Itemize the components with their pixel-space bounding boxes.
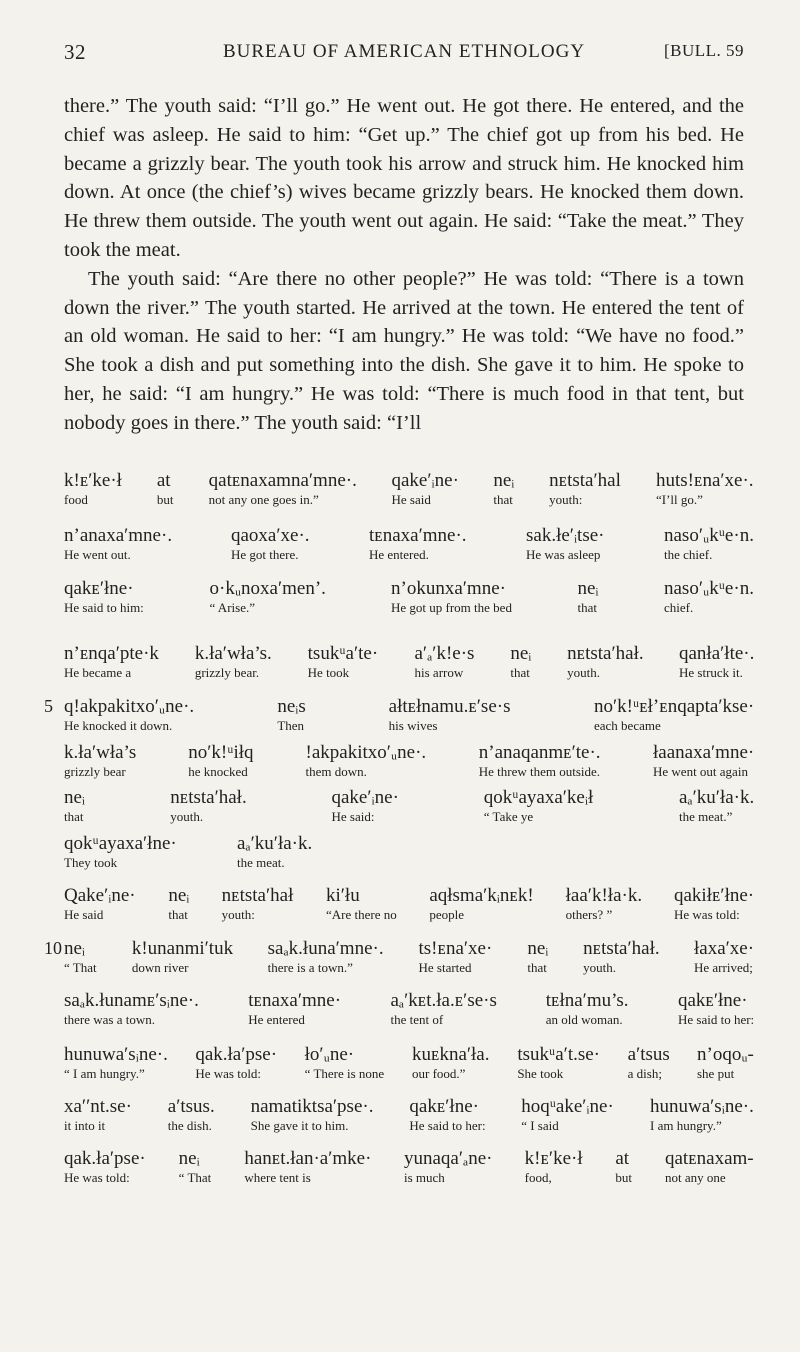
native-word: a′tsus	[627, 1044, 670, 1065]
native-word: n’anaqanmᴇ′te·.	[478, 742, 601, 763]
word-gloss	[64, 525, 172, 562]
word-gloss	[179, 1148, 212, 1185]
native-word: hunuwa′sᵢne·.	[64, 1044, 168, 1065]
english-gloss: He said:	[331, 809, 375, 824]
english-gloss: the tent of	[390, 1012, 444, 1027]
word-gloss	[195, 643, 272, 680]
word-gloss	[391, 990, 497, 1027]
native-word: saₐk.łunamᴇ′sᵢne·.	[64, 990, 199, 1011]
english-gloss: the chief.	[664, 547, 713, 562]
english-gloss: He was told:	[195, 1066, 262, 1081]
word-gloss	[392, 470, 459, 507]
running-header	[64, 40, 744, 70]
native-word: qanła′łte·.	[679, 643, 755, 664]
english-gloss: “ That	[64, 960, 97, 975]
interlinear-line	[64, 696, 754, 740]
english-gloss: He threw them outside.	[478, 764, 601, 779]
word-gloss	[697, 1044, 754, 1081]
english-gloss: He entered.	[369, 547, 429, 562]
word-gloss	[64, 885, 136, 922]
word-gloss	[694, 938, 754, 975]
word-gloss	[64, 643, 159, 680]
native-word: neᵢ	[527, 938, 549, 959]
native-word: hanᴇt.łan·a′mke·	[244, 1148, 372, 1169]
english-gloss: he knocked	[188, 764, 248, 779]
english-gloss: that	[577, 600, 597, 615]
english-gloss: an old woman.	[545, 1012, 623, 1027]
english-gloss: where tent is	[244, 1170, 311, 1185]
english-gloss: our food.”	[412, 1066, 466, 1081]
english-gloss: He got there.	[231, 547, 299, 562]
native-word: ło′ᵤne·	[304, 1044, 355, 1065]
word-gloss	[510, 643, 531, 680]
word-gloss	[209, 470, 357, 507]
english-gloss: youth:	[549, 492, 583, 507]
native-word: neᵢ	[64, 787, 86, 808]
english-gloss: I am hungry.”	[650, 1118, 722, 1133]
word-gloss	[429, 885, 533, 922]
native-word: neᵢ	[493, 470, 515, 491]
interlinear-line	[64, 525, 754, 569]
interlinear-line	[64, 833, 754, 877]
word-gloss	[132, 938, 233, 975]
english-gloss: They took	[64, 855, 118, 870]
english-gloss: the dish.	[167, 1118, 212, 1133]
word-gloss	[664, 525, 754, 562]
native-word: sak.łe′ᵢtse·	[526, 525, 605, 546]
native-word: a′tsus.	[167, 1096, 215, 1117]
english-gloss: the meat.”	[679, 809, 733, 824]
native-word: at	[615, 1148, 630, 1169]
word-gloss	[210, 578, 326, 615]
english-gloss: She took	[517, 1066, 564, 1081]
word-gloss	[479, 742, 601, 779]
english-gloss: is much	[404, 1170, 445, 1185]
interlinear-line	[64, 938, 754, 982]
interlinear-line	[64, 742, 754, 786]
english-gloss: He took	[307, 665, 350, 680]
english-gloss: He said	[64, 907, 104, 922]
native-word: łaa′k!ła·k.	[565, 885, 643, 906]
word-gloss	[308, 643, 379, 680]
english-gloss: “ There is none	[304, 1066, 385, 1081]
english-gloss: his arrow	[414, 665, 464, 680]
native-word: aₐ′ku′ła·k.	[237, 833, 313, 854]
word-gloss	[64, 470, 122, 507]
word-gloss	[679, 643, 754, 680]
english-gloss: that	[64, 809, 84, 824]
native-word: neᵢ	[577, 578, 599, 599]
native-word: Qake′ᵢne·	[64, 885, 136, 906]
word-gloss	[665, 1148, 754, 1185]
native-word: q!akpakitxo′ᵤne·.	[64, 696, 195, 717]
english-gloss: youth:	[221, 907, 255, 922]
english-gloss: not any one goes in.”	[208, 492, 319, 507]
native-word: łaanaxa′mne·	[653, 742, 755, 763]
native-word: qatᴇnaxam-	[665, 1148, 754, 1169]
native-word: qakᴇ′łne·	[64, 578, 134, 599]
native-word: hoqᵘake′ᵢne·	[521, 1096, 614, 1117]
english-gloss: He struck it.	[679, 665, 743, 680]
english-gloss: people	[429, 907, 464, 922]
native-word: o·kᵤnoxa′men’.	[209, 578, 326, 599]
english-gloss: others? ”	[565, 907, 613, 922]
word-gloss	[64, 938, 97, 975]
word-gloss	[268, 938, 384, 975]
word-gloss	[415, 643, 475, 680]
word-gloss	[195, 1044, 277, 1081]
native-word: tᴇłna′mu’s.	[545, 990, 629, 1011]
native-word: qakiłᴇ′łne·	[674, 885, 755, 906]
native-word: tsukᵘa′te·	[307, 643, 379, 664]
native-word: a′ₐ′k!e·s	[414, 643, 475, 664]
english-gloss: but	[156, 492, 174, 507]
english-gloss: He said to him:	[64, 600, 144, 615]
native-word: aₐ′ku′ła·k.	[679, 787, 755, 808]
native-word: namatiktsa′pse·.	[250, 1096, 374, 1117]
word-gloss	[578, 578, 599, 615]
word-gloss	[409, 1096, 485, 1133]
native-word: qaoxa′xe·.	[231, 525, 310, 546]
word-gloss	[170, 787, 246, 824]
native-word: ts!ᴇna′xe·	[418, 938, 493, 959]
word-gloss	[493, 470, 514, 507]
english-gloss: He was told:	[64, 1170, 130, 1185]
native-word: yunaqa′ₐne·	[404, 1148, 493, 1169]
word-gloss	[679, 787, 754, 824]
bulletin-label: [BULL. 59	[663, 41, 744, 60]
native-word: tᴇnaxa′mne·.	[369, 525, 467, 546]
english-gloss: He said	[391, 492, 431, 507]
english-gloss: the meat.	[237, 855, 285, 870]
word-gloss	[64, 833, 177, 870]
english-gloss: He went out again	[653, 764, 748, 779]
english-gloss: She gave it to him.	[250, 1118, 349, 1133]
native-word: ki′łu	[326, 885, 360, 906]
word-gloss	[64, 787, 85, 824]
native-word: neᵢs	[277, 696, 306, 717]
native-word: k.ła′wła’s	[64, 742, 137, 763]
native-word: neᵢ	[178, 1148, 200, 1169]
native-word: qakᴇ′łne·	[678, 990, 748, 1011]
english-gloss: that	[493, 492, 513, 507]
interlinear-line	[64, 1044, 754, 1088]
native-word: qatᴇnaxamna′mne·.	[208, 470, 357, 491]
native-word: neᵢ	[64, 938, 86, 959]
prose-paragraph: there.” The youth said: “I’ll go.” He went out. He got there. He entered, and the chief was asleep. He said to him: “Get up.” The chief got up from his bed. He became a grizzly bear. The youth took his arrow and struck him. He knocked him down. At once (the chief’s) wives became grizzly bears. He knocked them down. He threw them outside. The youth went out again. He said: “Take the meat.” They took the meat.	[64, 95, 744, 261]
word-gloss	[306, 742, 427, 779]
word-gloss	[64, 1148, 146, 1185]
word-gloss	[277, 696, 305, 733]
english-gloss: “ I said	[521, 1118, 559, 1133]
native-word: k!ᴇ′ke·ł	[64, 470, 122, 491]
interlinear-line	[64, 1148, 754, 1192]
word-gloss	[527, 938, 548, 975]
english-gloss: “ I am hungry.”	[64, 1066, 145, 1081]
native-word: qokᵘayaxa′keᵢł	[483, 787, 594, 808]
native-word: qak.ła′pse·	[64, 1148, 146, 1169]
native-word: ałtᴇłnamu.ᴇ′se·s	[388, 696, 511, 717]
native-word: neᵢ	[168, 885, 190, 906]
word-gloss	[517, 1044, 600, 1081]
english-gloss: food	[64, 492, 88, 507]
word-gloss	[237, 833, 312, 870]
word-gloss	[64, 990, 199, 1027]
interlinear-line	[64, 643, 754, 687]
native-word: !akpakitxo′ᵤne·.	[305, 742, 427, 763]
english-gloss: each became	[594, 718, 661, 733]
native-word: kuᴇkna′ła.	[412, 1044, 490, 1065]
native-word: nᴇtsta′hał.	[170, 787, 247, 808]
interlinear-line	[64, 885, 754, 929]
native-word: n’oqoᵤ-	[697, 1044, 754, 1065]
word-gloss	[64, 696, 194, 733]
word-gloss	[332, 787, 399, 824]
word-gloss	[168, 885, 189, 922]
native-word: naso′ᵤkᵘe·n.	[664, 578, 754, 599]
english-gloss: that	[527, 960, 547, 975]
english-gloss: “ That	[178, 1170, 212, 1185]
word-gloss	[305, 1044, 385, 1081]
english-gloss: them down.	[305, 764, 367, 779]
interlinear-line	[64, 470, 754, 514]
word-gloss	[326, 885, 397, 922]
english-gloss: not any one	[665, 1170, 726, 1185]
word-gloss	[674, 885, 754, 922]
english-gloss: He went out.	[64, 547, 131, 562]
word-gloss	[549, 470, 621, 507]
word-gloss	[157, 470, 174, 507]
word-gloss	[567, 643, 643, 680]
native-word: nᴇtsta′hał.	[583, 938, 660, 959]
english-gloss: Then	[277, 718, 305, 733]
english-gloss: there was a town.	[64, 1012, 155, 1027]
native-word: no′k!ᵘᴇł’ᴇnqapta′kse·	[594, 696, 755, 717]
native-word: k.ła′wła’s.	[194, 643, 272, 664]
word-gloss	[404, 1148, 492, 1185]
native-word: nᴇtsta′hał.	[567, 643, 644, 664]
english-gloss: down river	[131, 960, 189, 975]
translation-prose	[64, 92, 744, 438]
native-word: aqłsma′kᵢnᴇk!	[429, 885, 534, 906]
page-number: 32	[64, 40, 86, 64]
english-gloss: He knocked it down.	[64, 718, 173, 733]
native-word: k!unanmi′tuk	[131, 938, 234, 959]
word-gloss	[64, 578, 144, 615]
native-word: saₐk.łuna′mne·.	[267, 938, 384, 959]
english-gloss: “I’ll go.”	[656, 492, 703, 507]
word-gloss	[64, 1096, 132, 1133]
word-gloss	[412, 1044, 490, 1081]
word-gloss	[678, 990, 754, 1027]
english-gloss: “Are there no	[326, 907, 397, 922]
english-gloss: He entered	[248, 1012, 305, 1027]
native-word: łaxa′xe·	[694, 938, 755, 959]
english-gloss: it into it	[64, 1118, 106, 1133]
word-gloss	[653, 742, 754, 779]
word-gloss	[656, 470, 754, 507]
english-gloss: He said to her:	[678, 1012, 755, 1027]
word-gloss	[546, 990, 629, 1027]
english-gloss: chief.	[664, 600, 694, 615]
running-head-title: BUREAU OF AMERICAN ETHNOLOGY	[222, 41, 586, 62]
english-gloss: there is a town.”	[267, 960, 353, 975]
word-gloss	[484, 787, 594, 824]
word-gloss	[389, 696, 511, 733]
native-word: nᴇtsta′hal	[549, 470, 621, 491]
english-gloss: she put	[697, 1066, 735, 1081]
native-word: qake′ᵢne·	[391, 470, 459, 491]
native-word: qokᵘayaxa′łne·	[64, 833, 177, 854]
native-word: k!ᴇ′ke·ł	[524, 1148, 583, 1169]
english-gloss: grizzly bear.	[194, 665, 260, 680]
english-gloss: that	[510, 665, 530, 680]
word-gloss	[615, 1148, 632, 1185]
english-gloss: a dish;	[627, 1066, 662, 1081]
native-word: n’anaxa′mne·.	[64, 525, 173, 546]
english-gloss: youth.	[170, 809, 204, 824]
native-word: naso′ᵤkᵘe·n.	[664, 525, 754, 546]
english-gloss: youth.	[567, 665, 601, 680]
native-word: neᵢ	[510, 643, 532, 664]
english-gloss: He became a	[64, 665, 132, 680]
word-gloss	[628, 1044, 670, 1081]
english-gloss: “ Take ye	[483, 809, 534, 824]
english-gloss: youth.	[583, 960, 617, 975]
word-gloss	[521, 1096, 614, 1133]
native-word: nᴇtsta′hał	[221, 885, 294, 906]
english-gloss: He said to her:	[409, 1118, 486, 1133]
english-gloss: He was asleep	[526, 547, 601, 562]
word-gloss	[525, 1148, 583, 1185]
word-gloss	[64, 1044, 168, 1081]
native-word: xa′′nt.se·	[64, 1096, 132, 1117]
word-gloss	[222, 885, 294, 922]
native-word: qake′ᵢne·	[331, 787, 399, 808]
native-word: qak.ła′pse·	[195, 1044, 278, 1065]
interlinear-line	[64, 578, 754, 622]
line-number: 10	[44, 938, 62, 958]
word-gloss	[188, 742, 253, 779]
english-gloss: but	[615, 1170, 632, 1185]
english-gloss: “ Arise.”	[209, 600, 255, 615]
interlinear-line	[64, 787, 754, 831]
english-gloss: He started	[418, 960, 472, 975]
interlinear-line	[64, 990, 754, 1034]
native-word: n’okunxa′mne·	[391, 578, 506, 599]
native-word: hunuwa′sᵢne·.	[650, 1096, 754, 1117]
native-word: qakᴇ′łne·	[409, 1096, 479, 1117]
english-gloss: food,	[524, 1170, 552, 1185]
interlinear-line	[64, 1096, 754, 1140]
native-word: aₐ′kᴇt.ła.ᴇ′se·s	[390, 990, 497, 1011]
native-word: tsukᵘa′t.se·	[517, 1044, 600, 1065]
word-gloss	[583, 938, 659, 975]
word-gloss	[419, 938, 493, 975]
english-gloss: He got up from the bed	[391, 600, 512, 615]
english-gloss: grizzly bear	[64, 764, 126, 779]
word-gloss	[391, 578, 512, 615]
english-gloss: He was told:	[674, 907, 740, 922]
english-gloss: his wives	[388, 718, 438, 733]
word-gloss	[594, 696, 754, 733]
word-gloss	[251, 1096, 374, 1133]
native-word: no′k!ᵘiłq	[188, 742, 254, 763]
native-word: huts!ᴇna′xe·.	[656, 470, 754, 491]
word-gloss	[526, 525, 605, 562]
word-gloss	[244, 1148, 371, 1185]
word-gloss	[650, 1096, 754, 1133]
word-gloss	[248, 990, 341, 1027]
english-gloss: He arrived;	[694, 960, 753, 975]
word-gloss	[64, 742, 136, 779]
line-number: 5	[44, 696, 53, 716]
native-word: n’ᴇnqa′pte·k	[64, 643, 159, 664]
word-gloss	[566, 885, 642, 922]
word-gloss	[369, 525, 467, 562]
word-gloss	[664, 578, 754, 615]
word-gloss	[231, 525, 310, 562]
native-word: at	[156, 470, 171, 491]
word-gloss	[168, 1096, 215, 1133]
english-gloss: that	[168, 907, 188, 922]
native-word: tᴇnaxa′mne·	[248, 990, 342, 1011]
prose-paragraph: The youth said: “Are there no other people?” He was told: “There is a town down the river.” The youth started. He arrived at the town. He entered the tent of an old woman. He said to her: “I am hungry.” He was told: “We have no food.” She took a dish and put something into the dish. She gave it to him. He spoke to her, he said: “I am hungry.” He was told: “There is much food in that tent, but nobody goes in there.” The youth said: “I’ll	[64, 267, 744, 434]
